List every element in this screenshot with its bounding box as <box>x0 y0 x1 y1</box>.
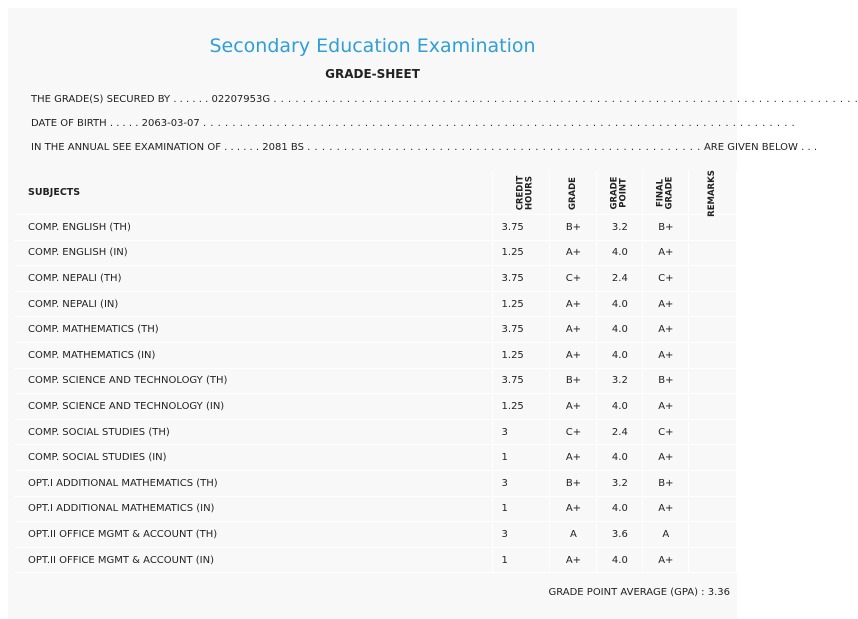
subject-cell: COMP. SOCIAL STUDIES (TH) <box>15 419 492 445</box>
header-grade-point-cell <box>597 171 643 215</box>
subject-cell: OPT.II OFFICE MGMT & ACCOUNT (IN) <box>15 547 492 573</box>
grade-cell: B+ <box>550 470 597 496</box>
grade-point-cell: 4.0 <box>597 317 643 343</box>
remarks-cell <box>689 266 737 292</box>
credit-hours-cell: 3 <box>492 470 550 496</box>
final-grade-cell: A+ <box>643 342 689 368</box>
grades-table <box>15 171 737 573</box>
exam-end: ARE GIVEN BELOW . . . <box>703 142 817 153</box>
grade-point-cell: 4.0 <box>597 445 643 471</box>
header-credit-hours-cell <box>492 171 550 215</box>
subject-cell: COMP. NEPALI (IN) <box>15 291 492 317</box>
grade-point-cell: 4.0 <box>597 240 643 266</box>
credit-hours-cell: 1.25 <box>492 291 550 317</box>
table-row <box>15 368 737 394</box>
credit-hours-cell: 3.75 <box>492 317 550 343</box>
header-remarks-cell <box>689 171 737 215</box>
subject-cell: COMP. ENGLISH (IN) <box>15 240 492 266</box>
header-credit-hours: CREDIT HOURS <box>515 175 535 210</box>
credit-hours-cell: 1.25 <box>492 342 550 368</box>
remarks-cell <box>689 470 737 496</box>
table-header-row <box>15 171 737 215</box>
table-row <box>15 266 737 292</box>
grade-point-cell: 3.2 <box>597 215 643 241</box>
remarks-cell <box>689 419 737 445</box>
table-row <box>15 547 737 573</box>
grade-point-cell: 2.4 <box>597 266 643 292</box>
subject-cell: COMP. SOCIAL STUDIES (IN) <box>15 445 492 471</box>
page-title: Secondary Education Examination <box>209 35 536 57</box>
subject-cell: OPT.II OFFICE MGMT & ACCOUNT (TH) <box>15 522 492 548</box>
exam-label: IN THE ANNUAL SEE EXAMINATION OF . . . . . . <box>31 142 260 153</box>
grade-cell: B+ <box>550 368 597 394</box>
grade-cell: A+ <box>550 547 597 573</box>
final-grade-cell: A+ <box>643 496 689 522</box>
table-row <box>15 342 737 368</box>
header-final-grade-cell <box>643 171 689 215</box>
credit-hours-cell: 1.25 <box>492 394 550 420</box>
gpa-value: 3.36 <box>707 587 730 598</box>
subject-cell: COMP. ENGLISH (TH) <box>15 215 492 241</box>
gpa-line <box>548 587 730 598</box>
grade-point-cell: 4.0 <box>597 291 643 317</box>
dob-line <box>31 118 795 129</box>
grade-cell: A+ <box>550 291 597 317</box>
remarks-cell <box>689 215 737 241</box>
credit-hours-cell: 1 <box>492 496 550 522</box>
final-grade-cell: A+ <box>643 240 689 266</box>
table-row <box>15 445 737 471</box>
subject-cell: OPT.I ADDITIONAL MATHEMATICS (IN) <box>15 496 492 522</box>
exam-dots: . . . . . . . . . . . . . . . . . . . . . . . . . . . . . . . . . . . . . . . . . . . . . . . . . . . . . . <box>307 142 701 153</box>
credit-hours-cell: 3 <box>492 419 550 445</box>
credit-hours-cell: 1 <box>492 445 550 471</box>
table-row <box>15 419 737 445</box>
grade-cell: A+ <box>550 317 597 343</box>
remarks-cell <box>689 317 737 343</box>
final-grade-cell: C+ <box>643 266 689 292</box>
exam-year: 2081 BS <box>262 142 304 153</box>
grade-cell: A+ <box>550 394 597 420</box>
gpa-label: GRADE POINT AVERAGE (GPA) : <box>548 587 705 598</box>
grade-cell: A <box>550 522 597 548</box>
credit-hours-cell: 3 <box>492 522 550 548</box>
table-row <box>15 496 737 522</box>
grade-point-cell: 2.4 <box>597 419 643 445</box>
table-row <box>15 317 737 343</box>
subject-cell: OPT.I ADDITIONAL MATHEMATICS (TH) <box>15 470 492 496</box>
subject-cell: COMP. SCIENCE AND TECHNOLOGY (TH) <box>15 368 492 394</box>
grade-cell: A+ <box>550 342 597 368</box>
subject-cell: COMP. MATHEMATICS (TH) <box>15 317 492 343</box>
grade-cell: C+ <box>550 419 597 445</box>
final-grade-cell: A <box>643 522 689 548</box>
grade-point-cell: 3.2 <box>597 470 643 496</box>
credit-hours-cell: 1 <box>492 547 550 573</box>
grade-point-cell: 4.0 <box>597 394 643 420</box>
final-grade-cell: A+ <box>643 291 689 317</box>
credit-hours-cell: 1.25 <box>492 240 550 266</box>
symbol-number: 02207953G <box>211 94 271 105</box>
final-grade-cell: A+ <box>643 317 689 343</box>
final-grade-cell: A+ <box>643 445 689 471</box>
remarks-cell <box>689 291 737 317</box>
grade-cell: A+ <box>550 496 597 522</box>
subject-cell: COMP. NEPALI (TH) <box>15 266 492 292</box>
header-grade-point: GRADE POINT <box>609 176 629 209</box>
secured-by-label: THE GRADE(S) SECURED BY . . . . . . <box>31 94 209 105</box>
table-row <box>15 215 737 241</box>
table-row <box>15 240 737 266</box>
final-grade-cell: B+ <box>643 368 689 394</box>
header-remarks: REMARKS <box>707 170 718 217</box>
page-subtitle: GRADE-SHEET <box>325 67 420 81</box>
dob-label: DATE OF BIRTH . . . . . <box>31 118 139 129</box>
remarks-cell <box>689 240 737 266</box>
header-grade: GRADE <box>567 177 578 210</box>
grade-sheet <box>8 8 858 619</box>
remarks-cell <box>689 445 737 471</box>
remarks-cell <box>689 522 737 548</box>
dob-dots: . . . . . . . . . . . . . . . . . . . . . . . . . . . . . . . . . . . . . . . . . . . . . . . . . . . . . . . . . . . . . . . . . . . . . . . . . . . . . . . . . <box>202 118 796 129</box>
credit-hours-cell: 3.75 <box>492 368 550 394</box>
subject-cell: COMP. SCIENCE AND TECHNOLOGY (IN) <box>15 394 492 420</box>
header-final-grade: FINAL GRADE <box>655 176 675 209</box>
grade-cell: A+ <box>550 240 597 266</box>
header-subjects: SUBJECTS <box>15 171 492 215</box>
grade-point-cell: 3.6 <box>597 522 643 548</box>
final-grade-cell: A+ <box>643 547 689 573</box>
exam-line <box>31 142 817 153</box>
remarks-cell <box>689 342 737 368</box>
final-grade-cell: B+ <box>643 470 689 496</box>
subject-cell: COMP. MATHEMATICS (IN) <box>15 342 492 368</box>
table-row <box>15 470 737 496</box>
table-row <box>15 522 737 548</box>
grade-point-cell: 4.0 <box>597 342 643 368</box>
grade-cell: B+ <box>550 215 597 241</box>
credit-hours-cell: 3.75 <box>492 266 550 292</box>
remarks-cell <box>689 496 737 522</box>
header-grade-cell <box>550 171 597 215</box>
table-row <box>15 291 737 317</box>
final-grade-cell: C+ <box>643 419 689 445</box>
grades-table-body <box>15 215 737 573</box>
grade-cell: C+ <box>550 266 597 292</box>
dob-value: 2063-03-07 <box>141 118 200 129</box>
grade-cell: A+ <box>550 445 597 471</box>
remarks-cell <box>689 547 737 573</box>
secured-by-line <box>31 94 858 105</box>
remarks-cell <box>689 394 737 420</box>
final-grade-cell: B+ <box>643 215 689 241</box>
grade-point-cell: 4.0 <box>597 547 643 573</box>
table-row <box>15 394 737 420</box>
grade-point-cell: 4.0 <box>597 496 643 522</box>
grade-point-cell: 3.2 <box>597 368 643 394</box>
final-grade-cell: A+ <box>643 394 689 420</box>
secured-by-dots: . . . . . . . . . . . . . . . . . . . . . . . . . . . . . . . . . . . . . . . . . . . . . . . . . . . . . . . . . . . . . . . . . . . . . . . . . . . . . . . . <box>273 94 858 105</box>
remarks-cell <box>689 368 737 394</box>
credit-hours-cell: 3.75 <box>492 215 550 241</box>
